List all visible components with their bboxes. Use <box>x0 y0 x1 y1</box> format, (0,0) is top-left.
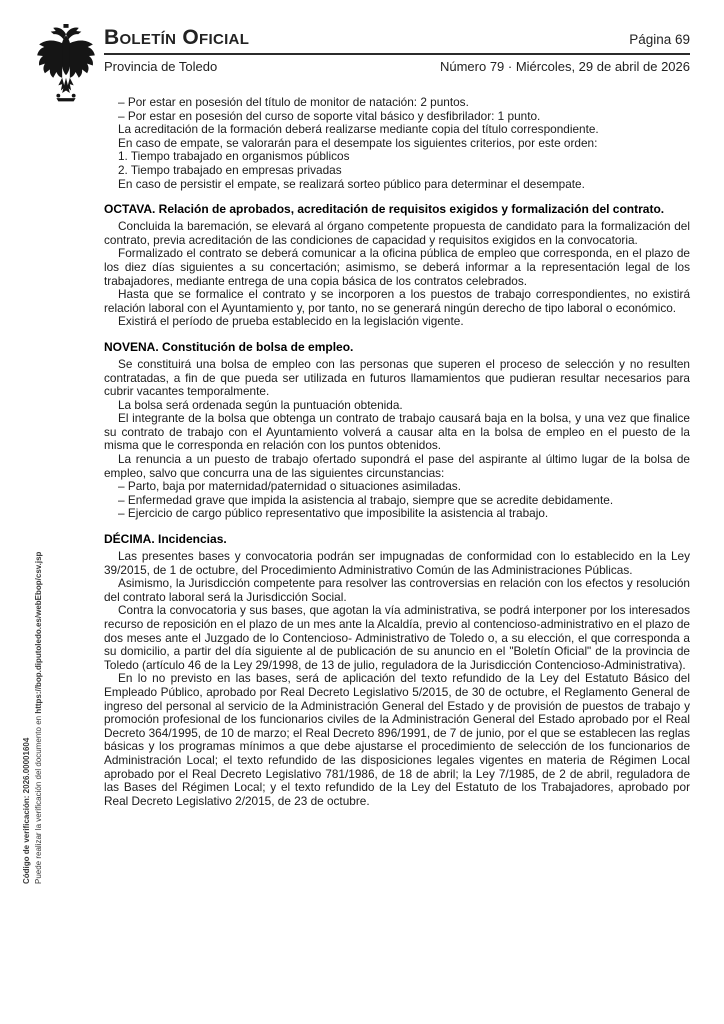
document-body <box>104 96 690 808</box>
intro-line: 2. Tiempo trabajado en empresas privadas <box>118 162 342 177</box>
paragraph: Concluida la baremación, se elevará al órgano competente propuesta de candidato para la formalización del contrato, previa acreditación de las condiciones de capacidad y requisitos exigidos en la convocatoria. <box>104 219 690 247</box>
intro-lines <box>104 96 690 191</box>
coat-of-arms-eagle-icon <box>34 24 98 102</box>
document-section <box>104 202 690 329</box>
paragraph: Las presentes bases y convocatoria podrán ser impugnadas de conformidad con lo establecido en la Ley 39/2015, de 1 de octubre, del Procedimiento Administrativo Común de las Administraciones Públicas. <box>104 549 690 577</box>
intro-line: – Por estar en posesión del curso de soporte vital básico y desfibrilador: 1 punto. <box>118 108 541 123</box>
list-line: – Ejercicio de cargo público representativo que imposibilite la asistencia al trabajo. <box>118 506 549 521</box>
verification-url: https://bop.diputoledo.es/webEbop/csv.jsp <box>34 551 43 714</box>
document-section <box>104 532 690 808</box>
paragraph: Contra la convocatoria y sus bases, que agotan la vía administrativa, se podrá interponer por los interesados recurso de reposición en el plazo de un mes ante la Alcaldía, previo al contencioso-administrativo en el plazo de dos meses ante el Juzgado de lo Contencioso- Administrativo de Toledo o, a su elección, el que corresponda a su domicilio, a partir del día siguiente al de publicación de su anuncio en el "Boletín Oficial" de la provincia de Toledo (artículo 46 de la Ley 29/1998, de 13 de julio, reguladora de la Jurisdicción Contencioso-Administrativa). <box>104 603 690 672</box>
paragraph: La renuncia a un puesto de trabajo ofertado supondrá el pase del aspirante al último lugar de la bolsa de empleo, salvo que concurra una de las siguientes circunstancias: <box>104 452 690 480</box>
section-heading: OCTAVA. Relación de aprobados, acreditación de requisitos exigidos y formalización del contrato. <box>104 202 665 217</box>
header-row-title <box>104 26 690 55</box>
intro-line: En caso de persistir el empate, se realizará sorteo público para determinar el desempate. <box>118 176 585 191</box>
document-section <box>104 340 690 521</box>
header-row-issue <box>104 55 690 74</box>
paragraph: La bolsa será ordenada según la puntuación obtenida. <box>118 397 403 412</box>
paragraph: Asimismo, la Jurisdicción competente para resolver las controversias en relación con los efectos y resolución del contrato laboral será la Jurisdicción Social. <box>104 576 690 604</box>
bulletin-title: Boletín Oficial <box>104 26 250 49</box>
list-line: – Parto, baja por maternidad/paternidad o situaciones asimiladas. <box>118 479 461 494</box>
paragraph: Hasta que se formalice el contrato y se incorporen a los puestos de trabajo correspondientes, no existirá relación laboral con el Ayuntamiento y, por tanto, no se generará ningún derecho de tipo laboral o económico. <box>104 287 690 315</box>
verification-note: Puede realizar la verificación del documento en https://bop.diputoledo.es/webEbop/csv.jsp <box>34 551 43 884</box>
page-number: Página 69 <box>629 32 690 47</box>
header-text-block <box>104 26 690 74</box>
issue-date: Número 79 · Miércoles, 29 de abril de 2026 <box>439 59 690 74</box>
page-header <box>0 0 724 74</box>
paragraph: Se constituirá una bolsa de empleo con las personas que superen el proceso de selección y no resulten contratadas, a fin de que pueda ser utilizada en futuros llamamientos que pudieran resultar necesarios para cubrir vacantes temporalmente. <box>104 356 690 399</box>
paragraph: El integrante de la bolsa que obtenga un contrato de trabajo causará baja en la bolsa, y una vez que finalice su contrato de trabajo con el Ayuntamiento volverá a causar alta en la bolsa de empleo en el puesto de la misma que le corresponda en relación con los puntos obtenidos. <box>104 411 690 453</box>
paragraph: Formalizado el contrato se deberá comunicar a la oficina pública de empleo que corresponda, en el plazo de los diez días siguientes a su concertación; asimismo, se deberá informar a la representación legal de los trabajadores, mediante entrega de una copia básica de los contratos celebrados. <box>104 246 690 288</box>
paragraph: En lo no previsto en las bases, será de aplicación del texto refundido de la Ley del Estatuto Básico del Empleado Público, aprobado por Real Decreto Legislativo 5/2015, de 30 de octubre, el Reglamento General de ingreso del personal al servicio de la Administración General del Estado y de provisión de puestos de trabajo y promoción profesional de los funcionarios civiles de la Administración General del Estado aprobado por el Real Decreto 364/1995, de 10 de marzo; el Real Decreto 896/1991, de 7 de junio, por el que se establecen las reglas básicas y los programas mínimos a que debe ajustarse el procedimiento de selección de los funcionarios de Administración Local; el texto refundido de las disposiciones legales vigentes en materia de Régimen Local aprobado por el Real Decreto Legislativo 781/1986, de 18 de abril; la Ley 7/1985, de 2 de abril, reguladora de las Bases del Régimen Local; y el texto refundido de la Ley del Estatuto de los Trabajadores, aprobado por Real Decreto Legislativo 2/2015, de 23 de octubre. <box>104 671 690 808</box>
verification-code: Código de verificación: 2026.00001604 <box>22 737 31 884</box>
intro-line: En caso de empate, se valorarán para el desempate los siguientes criterios, por este orden: <box>118 135 598 150</box>
intro-line: 1. Tiempo trabajado en organismos públicos <box>118 149 350 164</box>
sections <box>104 202 690 808</box>
verification-strip <box>21 534 45 884</box>
paragraph: Existirá el período de prueba establecido en la legislación vigente. <box>118 314 464 329</box>
list-line: – Enfermedad grave que impida la asistencia al trabajo, siempre que se acredite debidamente. <box>118 492 614 507</box>
intro-line: – Por estar en posesión del título de monitor de natación: 2 puntos. <box>118 95 469 109</box>
province-subtitle: Provincia de Toledo <box>104 59 218 74</box>
intro-line: La acreditación de la formación deberá realizarse mediante copia del título correspondiente. <box>118 122 599 137</box>
section-heading: DÉCIMA. Incidencias. <box>104 532 227 547</box>
section-heading: NOVENA. Constitución de bolsa de empleo. <box>104 339 354 354</box>
